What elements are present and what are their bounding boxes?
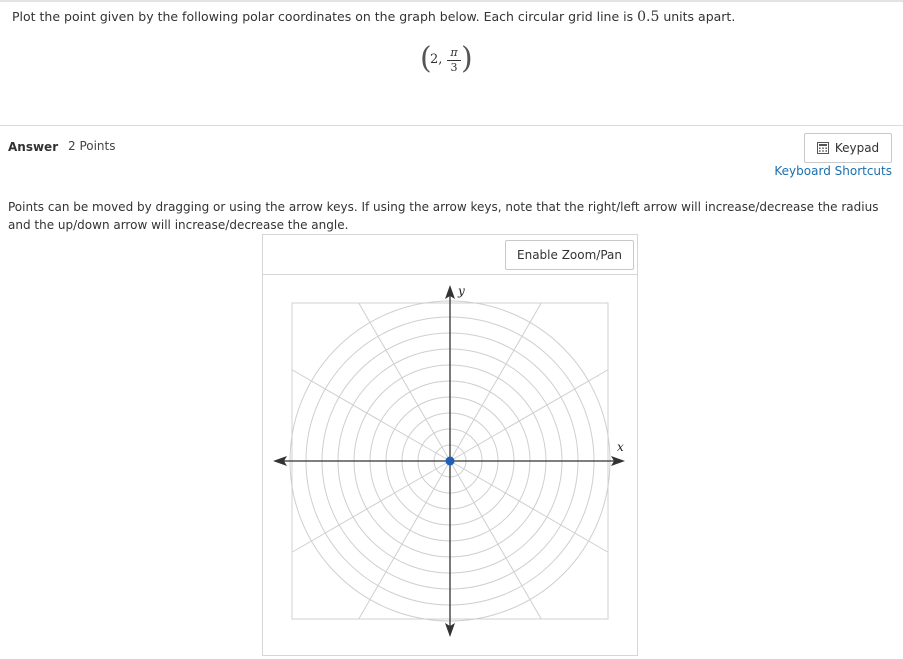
keyboard-shortcuts-link[interactable]: Keyboard Shortcuts xyxy=(774,164,892,178)
graph-panel xyxy=(262,234,638,656)
question-spacing-value: 0.5 xyxy=(637,9,660,25)
top-border xyxy=(0,0,903,2)
y-axis-label: y xyxy=(458,284,465,298)
x-axis-label: x xyxy=(617,440,624,454)
formula-left-paren: ( xyxy=(420,41,432,76)
keypad-button[interactable] xyxy=(804,133,892,163)
question-text-after: units apart. xyxy=(659,9,736,24)
section-divider xyxy=(0,125,903,126)
draggable-point[interactable] xyxy=(446,457,455,466)
answer-label: Answer xyxy=(8,140,59,154)
formula-angle-fraction xyxy=(447,47,461,74)
formula-radius: 2, xyxy=(430,52,443,67)
question-text-before: Plot the point given by the following polar coordinates on the graph below. Each circular grid line is xyxy=(12,9,638,24)
instructions-text: Points can be moved by dragging or using the arrow keys. If using the arrow keys, note that the right/left arrow will increase/decrease the radius and the up/down arrow will increase/decrease the angle. xyxy=(8,200,879,232)
enable-zoom-pan-button[interactable]: Enable Zoom/Pan xyxy=(505,240,634,270)
formula-angle-numerator: π xyxy=(450,46,458,59)
polar-graph[interactable] xyxy=(263,235,637,655)
formula-angle-denominator: 3 xyxy=(450,61,458,74)
question-text xyxy=(12,9,735,25)
formula-right-paren: ) xyxy=(461,41,473,76)
keypad-button-label: Keypad xyxy=(834,141,880,155)
calculator-icon xyxy=(817,142,829,154)
points-badge: 2 Points xyxy=(68,139,116,153)
